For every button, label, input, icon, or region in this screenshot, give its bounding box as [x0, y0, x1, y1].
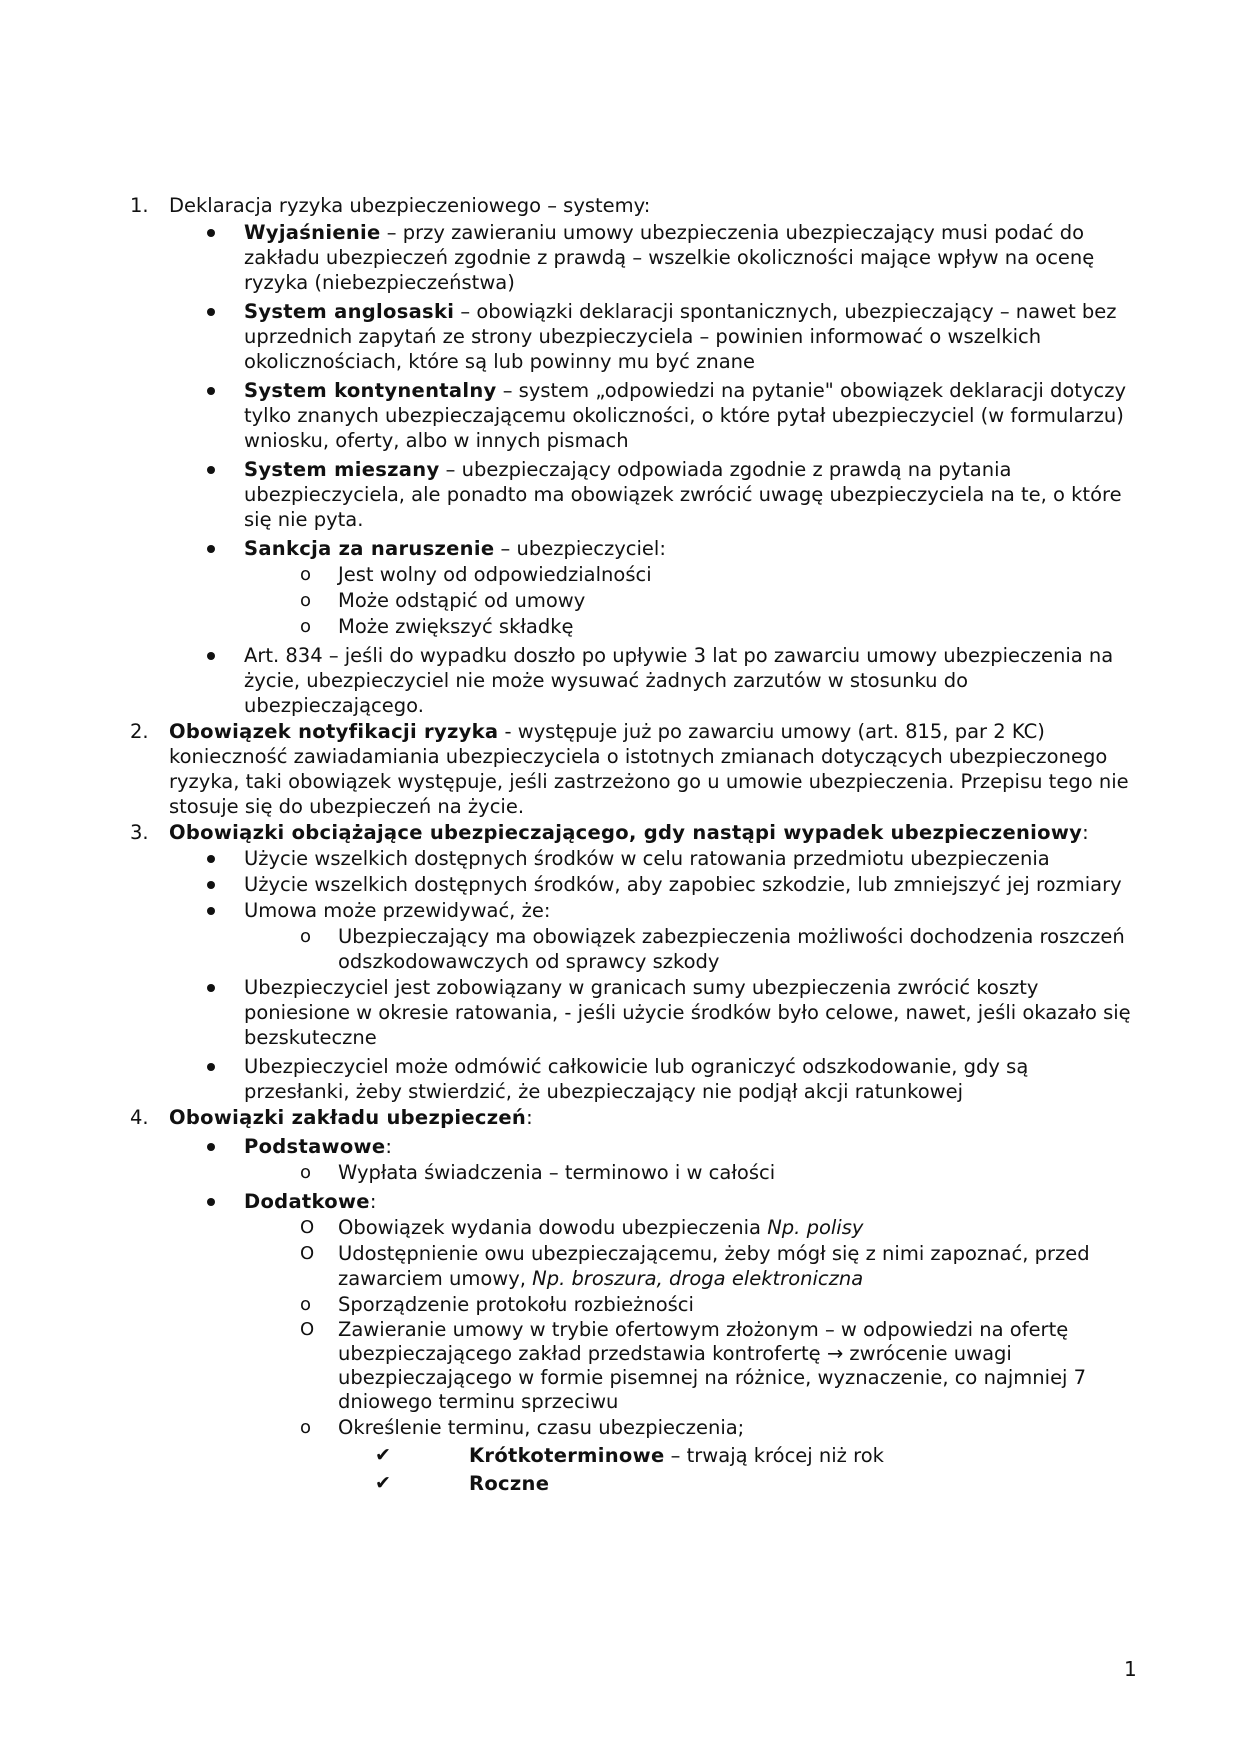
check-item-term: Roczne	[469, 1472, 550, 1495]
list-item-term: Obowiązki obciążające ubezpieczającego, gdy nastąpi wypadek ubezpieczeniowy	[169, 821, 1083, 844]
list-item-text: - występuje już po zawarciu umowy (art. 815, par 2 KC) konieczność zawiadamiania ubezpieczyciela o istotnych zmianach dotyczących ubezpieczonego ryzyka, taki obowiązek występuje, jeśli zastrzeżono go u umowie ubezpieczenia. Przepisu tego nie stosuje się do ubezpieczeń na życie.	[169, 720, 1129, 818]
list-item-term: Obowiązki zakładu ubezpieczeń	[169, 1106, 527, 1129]
bullet-text: Ubezpieczyciel jest zobowiązany w granicach sumy ubezpieczenia zwrócić koszty poniesione w okresie ratowania, - jeśli użycie środków było celowe, nawet, jeśli okazało się bezskuteczne	[244, 976, 1131, 1049]
sub-item	[169, 1292, 1140, 1317]
bullet-item	[169, 898, 1140, 974]
circle-bullet-icon: o	[300, 1417, 312, 1438]
sub-item-text: Ubezpieczający ma obowiązek zabezpieczenia możliwości dochodzenia roszczeń odszkodowawczych od sprawcy szkody	[338, 925, 1125, 973]
circle-bullet-icon: o	[300, 590, 312, 611]
bullet-icon	[207, 545, 215, 553]
bullet-icon	[207, 466, 215, 474]
sub-item	[169, 924, 1140, 974]
list-item-4	[130, 1105, 1140, 1496]
bullet-text: :	[369, 1190, 377, 1213]
sub-item	[169, 1415, 1140, 1496]
sub-item-text: Może odstąpić od umowy	[338, 589, 586, 612]
bullet-text: – przy zawieraniu umowy ubezpieczenia ubezpieczający musi podać do zakładu ubezpieczeń zgodnie z prawdą – wszelkie okoliczności mające wpływ na ocenę ryzyka (niebezpieczeństwa)	[244, 221, 1095, 294]
circle-bullet-icon: o	[300, 616, 312, 637]
sub-item	[169, 1160, 1140, 1185]
sub-item-example: Np. polisy	[767, 1216, 864, 1239]
bullet-text: – system „odpowiedzi na pytanie" obowiązek deklaracji dotyczy tylko znanych ubezpieczającemu okoliczności, o które pytał ubezpieczyciel (w formularzu) wniosku, oferty, albo w innych pismach	[244, 379, 1126, 452]
bullet-item	[169, 457, 1140, 532]
bullet-item	[169, 872, 1140, 897]
list-item-2	[130, 719, 1140, 819]
bullet-item	[169, 536, 1140, 639]
sub-item	[169, 614, 1140, 639]
bullet-term: Wyjaśnienie	[244, 221, 381, 244]
bullet-icon	[207, 1198, 215, 1206]
list-item-text: Deklaracja ryzyka ubezpieczeniowego – systemy:	[169, 194, 651, 217]
sub-item-text: Sporządzenie protokołu rozbieżności	[338, 1293, 694, 1316]
list-item-3	[130, 820, 1140, 1104]
bullet-icon	[207, 855, 215, 863]
circle-bullet-icon: O	[300, 1319, 315, 1340]
list-item-text: :	[1082, 821, 1089, 844]
bullet-item	[169, 1189, 1140, 1496]
circle-bullet-icon: o	[300, 926, 312, 947]
bullet-term: System anglosaski	[244, 300, 455, 323]
bullet-item	[169, 846, 1140, 871]
bullet-text: – ubezpieczający odpowiada zgodnie z prawdą na pytania ubezpieczyciela, ale ponadto ma obowiązek zwrócić uwagę ubezpieczyciela na te, o które się nie pyta.	[244, 458, 1122, 531]
sub-item	[169, 1215, 1140, 1240]
bullet-term: Dodatkowe	[244, 1190, 370, 1213]
list-number: 1.	[130, 194, 149, 217]
sub-item-text: Udostępnienie owu ubezpieczającemu, żeby mógł się z nimi zapoznać, przed zawarciem umowy,	[338, 1242, 1090, 1290]
sub-item-text: Określenie terminu, czasu ubezpieczenia;	[338, 1416, 745, 1439]
bullet-text: Art. 834 – jeśli do wypadku doszło po upływie 3 lat po zawarciu umowy ubezpieczenia na życie, ubezpieczyciel nie może wysuwać żadnych zarzutów w stosunku do ubezpieczającego.	[244, 644, 1114, 717]
sub-item-text: Wypłata świadczenia – terminowo i w całości	[338, 1161, 776, 1184]
bullet-item	[169, 1134, 1140, 1185]
sub-item-text: Obowiązek wydania dowodu ubezpieczenia	[338, 1216, 768, 1239]
list-item-1	[130, 193, 1140, 718]
check-item	[244, 1471, 1140, 1496]
circle-bullet-icon: O	[300, 1217, 315, 1238]
bullet-item	[169, 299, 1140, 374]
check-item-term: Krótkoterminowe	[469, 1444, 665, 1467]
check-item-text: – trwają krócej niż rok	[664, 1444, 884, 1467]
bullet-item	[169, 975, 1140, 1050]
bullet-term: System mieszany	[244, 458, 440, 481]
bullet-text: Użycie wszelkich dostępnych środków, aby zapobiec szkodzie, lub zmniejszyć jej rozmiary	[244, 873, 1122, 896]
bullet-text: Ubezpieczyciel może odmówić całkowicie lub ograniczyć odszkodowanie, gdy są przesłanki, żeby stwierdzić, że ubezpieczający nie podjął akcji ratunkowej	[244, 1055, 1029, 1103]
bullet-icon	[207, 652, 215, 660]
bullet-icon	[207, 881, 215, 889]
page-number: 1	[1124, 1657, 1137, 1681]
sub-item	[169, 562, 1140, 587]
sub-item	[169, 588, 1140, 613]
bullet-text: :	[385, 1135, 392, 1158]
sub-item-text: Zawieranie umowy w trybie ofertowym złożonym – w odpowiedzi na ofertę ubezpieczającego zakład przedstawia kontrofertę → zwrócenie uwagi ubezpieczającego w formie pisemnej na różnice, wyznaczenie, co najmniej 7 dniowego terminu sprzeciwu	[338, 1318, 1087, 1413]
bullet-term: System kontynentalny	[244, 379, 497, 402]
list-number: 3.	[130, 821, 149, 844]
bullet-item	[169, 378, 1140, 453]
document-body	[130, 193, 1140, 1497]
bullet-icon	[207, 308, 215, 316]
bullet-icon	[207, 907, 215, 915]
bullet-text: Umowa może przewidywać, że:	[244, 899, 551, 922]
list-number: 4.	[130, 1106, 149, 1129]
check-item	[244, 1443, 1140, 1468]
list-item-term: Obowiązek notyfikacji ryzyka	[169, 720, 499, 743]
circle-bullet-icon: O	[300, 1243, 315, 1264]
list-item-text: :	[526, 1106, 533, 1129]
bullet-item	[169, 220, 1140, 295]
checkmark-icon: ✔	[375, 1472, 391, 1494]
checkmark-icon: ✔	[375, 1444, 391, 1466]
bullet-icon	[207, 984, 215, 992]
bullet-item	[169, 643, 1140, 718]
sub-item-text: Jest wolny od odpowiedzialności	[338, 563, 652, 586]
bullet-term: Sankcja za naruszenie	[244, 537, 495, 560]
bullet-text: – obowiązki deklaracji spontanicznych, ubezpieczający – nawet bez uprzednich zapytań ze strony ubezpieczyciela – powinien informować o wszelkich okolicznościach, które są lub powinny mu być znane	[244, 300, 1117, 373]
sub-item-text: Może zwiększyć składkę	[338, 615, 574, 638]
bullet-icon	[207, 387, 215, 395]
bullet-item	[169, 1054, 1140, 1104]
bullet-text: – ubezpieczyciel:	[494, 537, 666, 560]
sub-item	[169, 1318, 1140, 1414]
bullet-text: Użycie wszelkich dostępnych środków w celu ratowania przedmiotu ubezpieczenia	[244, 847, 1050, 870]
sub-item	[169, 1241, 1140, 1291]
bullet-term: Podstawowe	[244, 1135, 386, 1158]
sub-item-example: Np. broszura, droga elektroniczna	[532, 1267, 864, 1290]
list-number: 2.	[130, 720, 149, 743]
bullet-icon	[207, 229, 215, 237]
bullet-icon	[207, 1063, 215, 1071]
circle-bullet-icon: o	[300, 1294, 312, 1315]
bullet-icon	[207, 1143, 215, 1151]
circle-bullet-icon: o	[300, 564, 312, 585]
circle-bullet-icon: o	[300, 1162, 312, 1183]
